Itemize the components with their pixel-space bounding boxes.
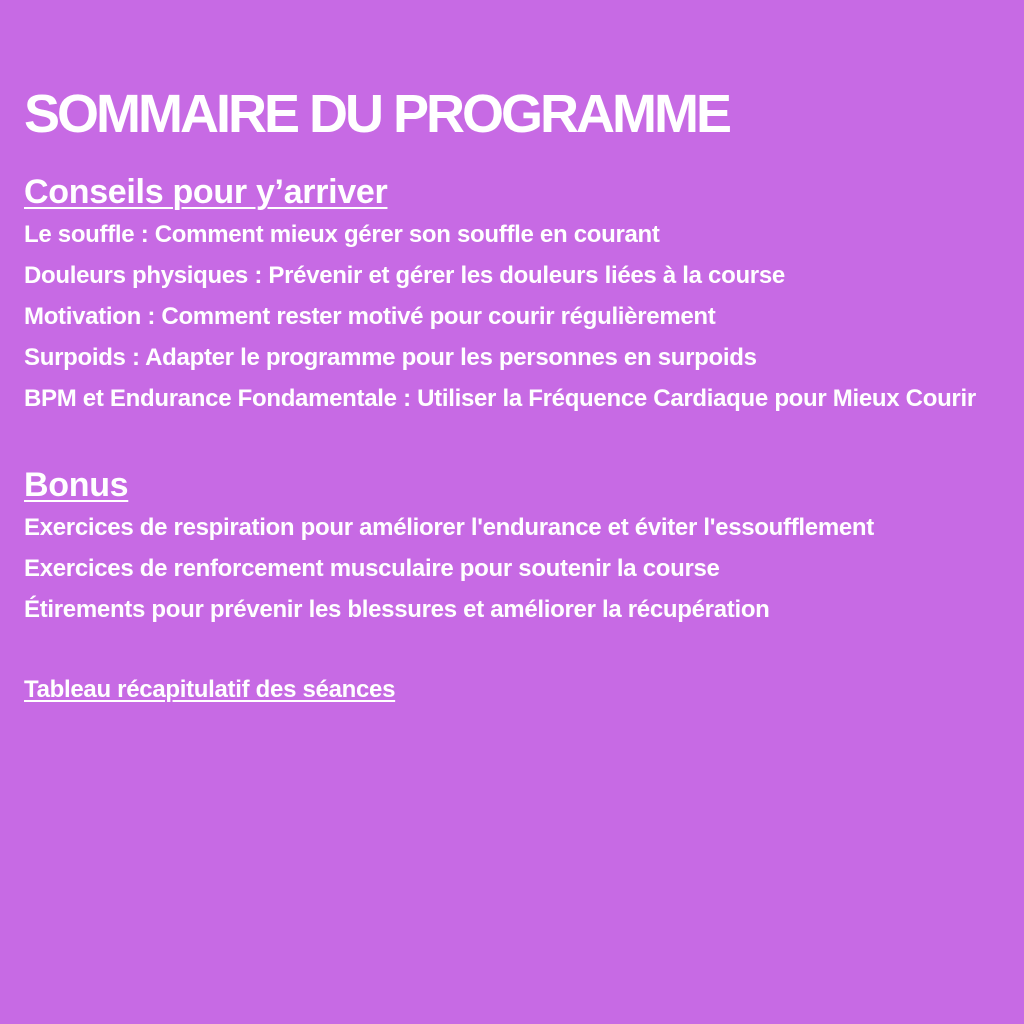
conseils-item-douleurs: Douleurs physiques : Prévenir et gérer les douleurs liées à la course [24,262,785,289]
conseils-item-souffle: Le souffle : Comment mieux gérer son souffle en courant [24,221,660,248]
bonus-list [24,507,1004,630]
summary-table-link[interactable]: Tableau récapitulatif des séances [24,676,396,703]
conseils-item-bpm: BPM et Endurance Fondamentale : Utiliser la Fréquence Cardiaque pour Mieux Courir [24,385,976,412]
conseils-list [24,214,1004,419]
conseils-heading: Conseils pour y’arriver [24,173,388,211]
bonus-item-renforcement: Exercices de renforcement musculaire pour soutenir la course [24,555,720,582]
bonus-item-respiration: Exercices de respiration pour améliorer l'endurance et éviter l'essoufflement [24,514,874,541]
bonus-heading: Bonus [24,466,129,504]
bonus-item-etirements: Étirements pour prévenir les blessures et améliorer la récupération [24,596,770,623]
page-title: SOMMAIRE DU PROGRAMME [24,84,729,144]
conseils-item-surpoids: Surpoids : Adapter le programme pour les personnes en surpoids [24,344,757,371]
conseils-item-motivation: Motivation : Comment rester motivé pour courir régulièrement [24,303,716,330]
program-summary [24,78,1004,708]
